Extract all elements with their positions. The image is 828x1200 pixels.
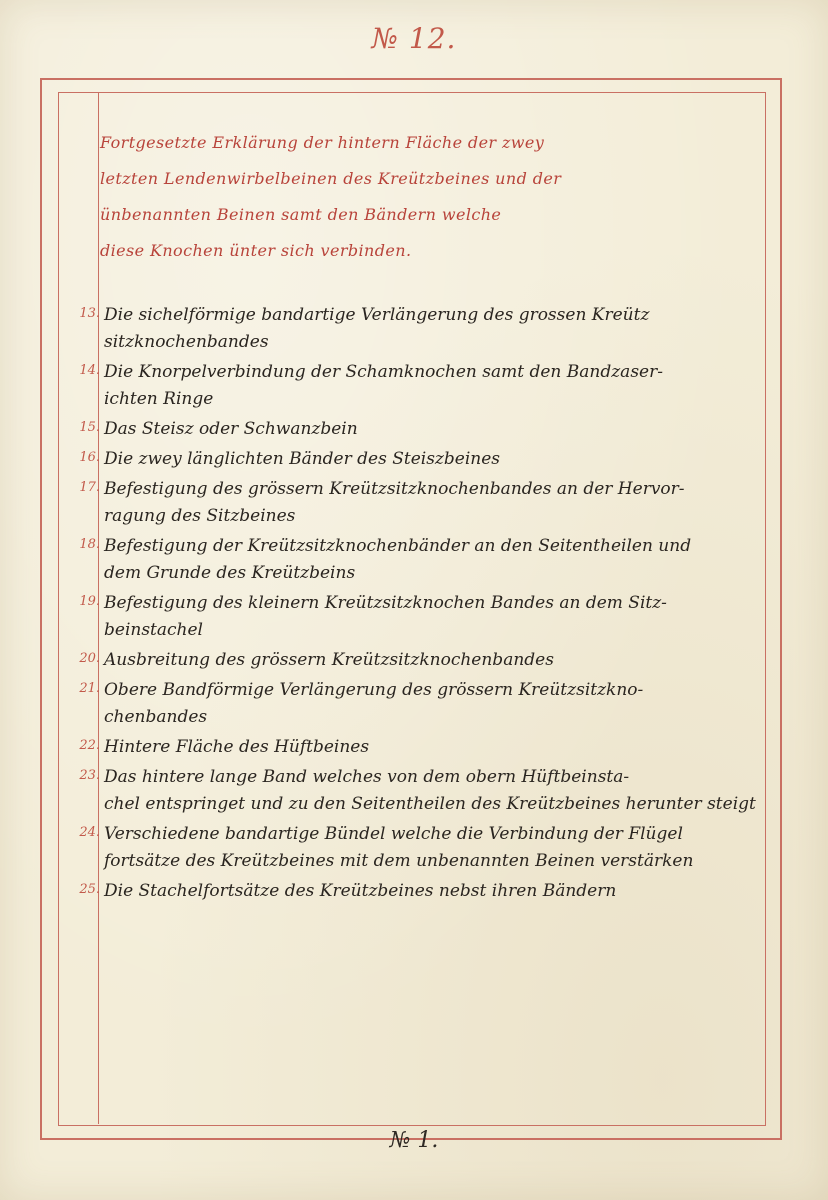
entry-number: 13. xyxy=(79,306,100,321)
list-item xyxy=(60,590,772,644)
entry-text: ragung des Sitzbeines xyxy=(104,506,296,526)
entry-number: 14. xyxy=(79,363,100,378)
entry-text: Die Knorpelverbindung der Schamknochen samt den Bandzaser- xyxy=(104,362,663,382)
list-item xyxy=(60,359,772,413)
entry-number: 20. xyxy=(79,651,100,666)
entry-number: 24. xyxy=(79,825,100,840)
entry-text: dem Grunde des Kreützbeins xyxy=(104,563,356,583)
entry-text: chenbandes xyxy=(104,707,208,727)
entry-number: 25. xyxy=(79,882,100,897)
entry-text: Obere Bandförmige Verlängerung des grössern Kreützsitzkno- xyxy=(104,680,644,700)
entry-number: 17. xyxy=(79,480,100,495)
entry-number: 15. xyxy=(79,420,100,435)
list-item xyxy=(60,476,772,530)
title-line: ünbenannten Beinen samt den Bändern welche xyxy=(100,205,502,224)
entry-text: Befestigung des kleinern Kreützsitzknochen Bandes an dem Sitz- xyxy=(104,593,667,613)
entry-number: 19. xyxy=(79,594,100,609)
entry-text: Ausbreitung des grössern Kreützsitzknochenbandes xyxy=(104,650,554,670)
list-item xyxy=(60,677,772,731)
sheet-number: № 1. xyxy=(389,1128,439,1153)
list-item xyxy=(60,734,772,761)
title xyxy=(100,125,768,269)
title-line: diese Knochen ünter sich verbinden. xyxy=(100,241,412,260)
entry-text: Das Steisz oder Schwanzbein xyxy=(104,419,358,439)
list-item xyxy=(60,446,772,473)
entry-text: fortsätze des Kreützbeines mit dem unbenannten Beinen verstärken xyxy=(104,851,694,871)
entry-list xyxy=(60,302,772,908)
list-item xyxy=(60,533,772,587)
title-line: letzten Lendenwirbelbeinen des Kreützbeines und der xyxy=(100,169,562,188)
entry-number: 16. xyxy=(79,450,100,465)
title-line: Fortgesetzte Erklärung der hintern Fläche der zwey xyxy=(100,133,545,152)
list-item xyxy=(60,821,772,875)
entry-text: beinstachel xyxy=(104,620,203,640)
entry-text: Die Stachelfortsätze des Kreützbeines nebst ihren Bändern xyxy=(104,881,617,901)
entry-number: 23. xyxy=(79,768,100,783)
entry-text: chel entspringet und zu den Seitentheilen des Kreützbeines herunter steigt xyxy=(104,794,756,814)
entry-text: Die sichelförmige bandartige Verlängerung des grossen Kreütz xyxy=(104,305,650,325)
entry-number: 18. xyxy=(79,537,100,552)
list-item xyxy=(60,302,772,356)
entry-text: sitzknochenbandes xyxy=(104,332,269,352)
list-item xyxy=(60,764,772,818)
list-item xyxy=(60,416,772,443)
list-item xyxy=(60,878,772,905)
entry-text: Die zwey länglichten Bänder des Steiszbeines xyxy=(104,449,500,469)
page-number: № 12. xyxy=(371,22,457,55)
entry-text: Befestigung der Kreützsitzknochenbänder an den Seitentheilen und xyxy=(104,536,692,556)
entry-text: Das hintere lange Band welches von dem obern Hüftbeinsta- xyxy=(104,767,630,787)
entry-number: 22. xyxy=(79,738,100,753)
list-item xyxy=(60,647,772,674)
entry-text: ichten Ringe xyxy=(104,389,214,409)
entry-text: Befestigung des grössern Kreützsitzknochenbandes an der Hervor- xyxy=(104,479,685,499)
entry-number: 21. xyxy=(79,681,100,696)
entry-text: Verschiedene bandartige Bündel welche die Verbindung der Flügel xyxy=(104,824,683,844)
entry-text: Hintere Fläche des Hüftbeines xyxy=(104,737,370,757)
